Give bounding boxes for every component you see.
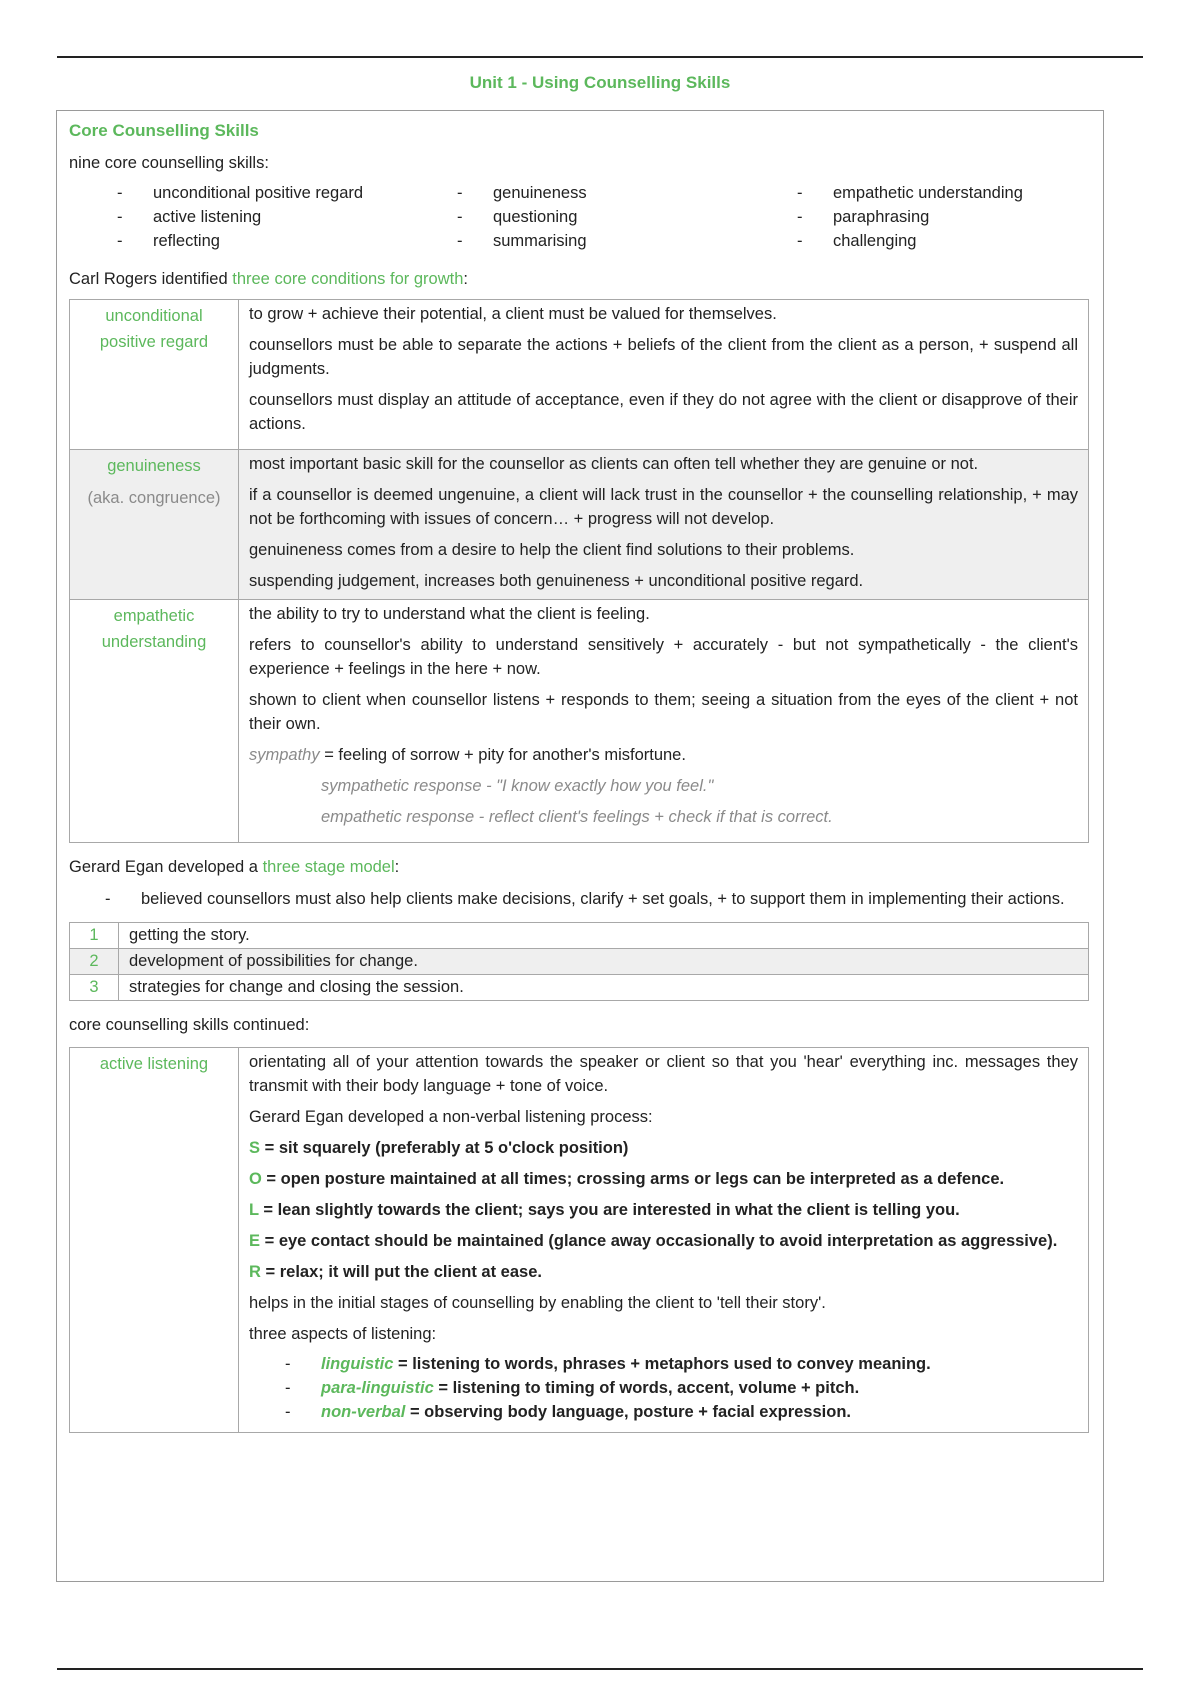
condition-para: counsellors must be able to separate the actions + beliefs of the client from the client as a person, + suspend all judgments. (249, 336, 1078, 378)
top-rule (57, 56, 1143, 58)
rogers-prefix: Carl Rogers identified (69, 270, 233, 288)
skill-item: - empathetic understanding (749, 181, 1049, 205)
table-row (70, 1048, 1089, 1433)
skill-item: - reflecting (69, 229, 409, 253)
list-item: - believed counsellors must also help clients make decisions, clarify + set goals, + to support them in implementing their actions. (69, 887, 1089, 912)
skills-column (409, 181, 749, 253)
condition-label (70, 450, 239, 600)
table-row (70, 949, 1089, 975)
condition-para: counsellors must display an attitude of acceptance, even if they do not agree with the client or disapprove of their actions. (249, 391, 1078, 433)
skill-item: - active listening (69, 205, 409, 229)
skill-content (239, 1048, 1089, 1433)
skill-item: - paraphrasing (749, 205, 1049, 229)
condition-sublabel: (aka. congruence) (87, 489, 221, 507)
soler-letter: R (249, 1263, 261, 1281)
stage-text: getting the story. (119, 923, 1089, 949)
rogers-highlight: three core conditions for growth (232, 270, 464, 288)
content-frame (56, 110, 1104, 1582)
skill-item: - challenging (749, 229, 1049, 253)
stage-number: 3 (70, 975, 119, 1001)
egan-prefix: Gerard Egan developed a (69, 858, 263, 876)
active-listening-intro: orientating all of your attention towards the speaker or client so that you 'hear' everything inc. messages they transmit with their body language + tone of voice. (249, 1053, 1078, 1095)
list-item (249, 1400, 1078, 1424)
active-listening-table (69, 1047, 1089, 1433)
table-row (70, 450, 1089, 600)
soler-text: = relax; it will put the client at ease. (260, 1263, 542, 1281)
list-item (249, 1376, 1078, 1400)
soler-item (249, 1229, 1078, 1253)
stage-number: 1 (70, 923, 119, 949)
aspect-term: linguistic (321, 1355, 394, 1373)
list-item (249, 1352, 1078, 1376)
soler-text: = open posture maintained at all times; crossing arms or legs can be interpreted as a defence. (261, 1170, 1005, 1188)
condition-para: the ability to try to understand what the client is feeling. (249, 605, 650, 623)
soler-text: = sit squarely (preferably at 5 o'clock position) (260, 1139, 629, 1157)
aspect-term: para-linguistic (321, 1379, 434, 1397)
condition-label: empathetic understanding (70, 600, 239, 843)
condition-content (239, 450, 1089, 600)
aspect-text: = listening to timing of words, accent, volume + pitch. (433, 1379, 860, 1397)
table-row (70, 600, 1089, 843)
section-heading: Core Counselling Skills (69, 121, 259, 140)
condition-content (239, 600, 1089, 843)
aspects-list (249, 1352, 1078, 1424)
aspect-term: non-verbal (321, 1403, 406, 1421)
soler-letter: L (249, 1201, 259, 1219)
soler-item (249, 1198, 1078, 1222)
condition-content (239, 300, 1089, 450)
stage-number: 2 (70, 949, 119, 975)
soler-item (249, 1167, 1078, 1191)
soler-item (249, 1260, 1078, 1284)
condition-para: if a counsellor is deemed ungenuine, a client will lack trust in the counsellor + the counselling relationship, + may not be forthcoming with issues of concern… + progress will not develop. (249, 486, 1078, 528)
continued-heading: core counselling skills continued: (69, 1016, 310, 1034)
condition-para: shown to client when counsellor listens + responds to them; seeing a situation from the eyes of the client + not their own. (249, 691, 1078, 733)
aspect-text: = listening to words, phrases + metaphors used to convey meaning. (393, 1355, 931, 1373)
skills-column (749, 181, 1049, 253)
process-intro: Gerard Egan developed a non-verbal listening process: (249, 1108, 653, 1126)
helps-text: helps in the initial stages of counselling by enabling the client to 'tell their story'. (249, 1294, 826, 1312)
response-example: sympathetic response - "I know exactly how you feel." (321, 777, 714, 795)
condition-label-text: genuineness (107, 457, 201, 475)
condition-para: suspending judgement, increases both genuineness + unconditional positive regard. (249, 572, 864, 590)
soler-text: = eye contact should be maintained (glance away occasionally to avoid interpretation as aggressive). (260, 1232, 1058, 1250)
egan-highlight: three stage model (262, 858, 395, 876)
aspect-text: = observing body language, posture + facial expression. (405, 1403, 851, 1421)
skill-item: - summarising (409, 229, 749, 253)
skills-list (69, 181, 1089, 253)
page-title: Unit 1 - Using Counselling Skills (469, 73, 731, 92)
egan-suffix: : (394, 858, 400, 876)
sympathy-term: sympathy (249, 746, 320, 764)
soler-letter: O (249, 1170, 262, 1188)
skill-label: active listening (70, 1048, 239, 1433)
condition-para: refers to counsellor's ability to understand sensitively + accurately - but not sympathetically - the client's experience + feelings in the here + now. (249, 636, 1078, 678)
core-conditions-table (69, 299, 1089, 843)
skills-column (69, 181, 409, 253)
stage-text: strategies for change and closing the session. (119, 975, 1089, 1001)
condition-para: to grow + achieve their potential, a client must be valued for themselves. (249, 305, 777, 323)
egan-intro (69, 855, 1089, 879)
table-row (70, 975, 1089, 1001)
condition-para: most important basic skill for the counsellor as clients can often tell whether they are genuine or not. (249, 455, 979, 473)
table-row (70, 300, 1089, 450)
skill-item: - questioning (409, 205, 749, 229)
rogers-intro (69, 267, 1089, 291)
aspects-intro: three aspects of listening: (249, 1325, 437, 1343)
stage-model-table (69, 922, 1089, 1001)
soler-item (249, 1136, 1078, 1160)
rogers-suffix: : (463, 270, 468, 288)
condition-para: genuineness comes from a desire to help the client find solutions to their problems. (249, 541, 855, 559)
bottom-rule (57, 1668, 1143, 1670)
sympathy-def: = feeling of sorrow + pity for another's misfortune. (319, 746, 686, 764)
response-example: empathetic response - reflect client's feelings + check if that is correct. (321, 808, 833, 826)
skills-intro: nine core counselling skills: (69, 154, 269, 172)
skill-item: - genuineness (409, 181, 749, 205)
table-row (70, 923, 1089, 949)
soler-text: = lean slightly towards the client; says you are interested in what the client is telling you. (258, 1201, 960, 1219)
soler-letter: E (249, 1232, 261, 1250)
condition-label: unconditional positive regard (70, 300, 239, 450)
sympathy-definition (249, 743, 1078, 767)
skill-item: - unconditional positive regard (69, 181, 409, 205)
stage-text: development of possibilities for change. (119, 949, 1089, 975)
soler-letter: S (249, 1139, 261, 1157)
egan-bullets (69, 887, 1089, 912)
